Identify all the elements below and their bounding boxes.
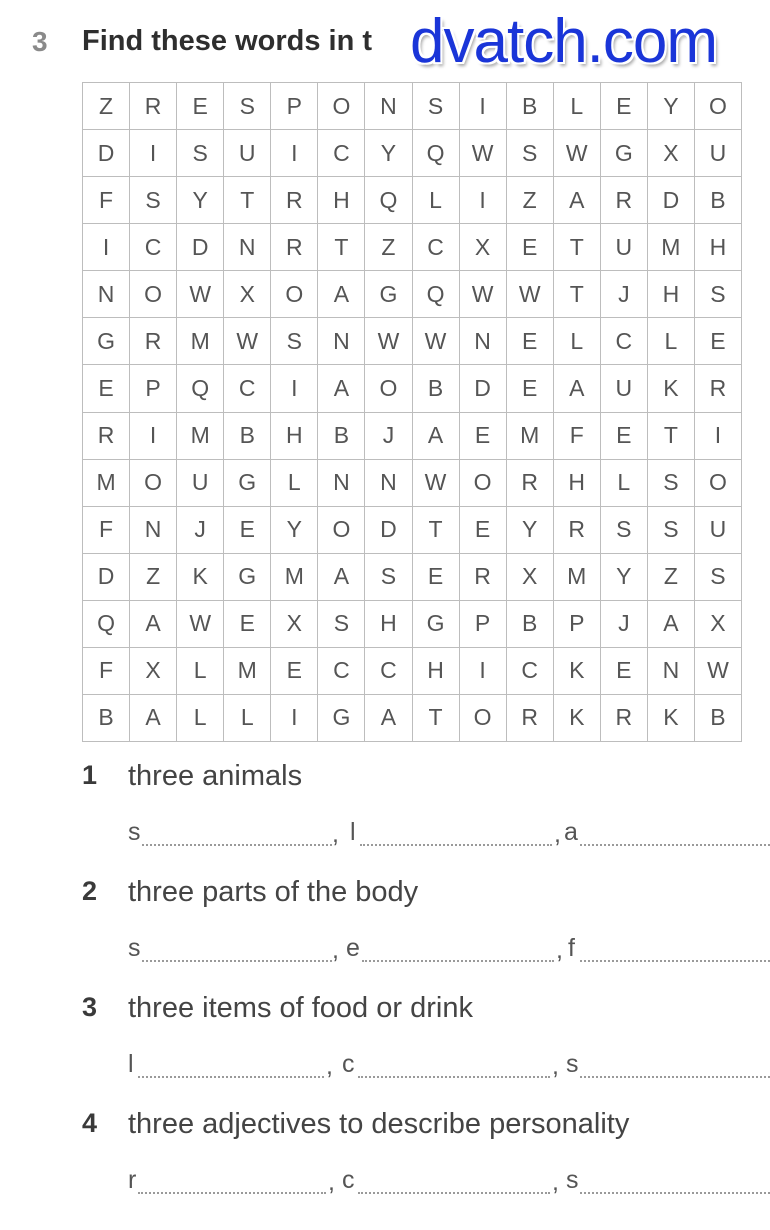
grid-cell[interactable]: I xyxy=(83,224,130,271)
grid-cell[interactable]: M xyxy=(507,413,554,460)
grid-cell[interactable]: M xyxy=(177,413,224,460)
grid-cell[interactable]: Z xyxy=(507,177,554,224)
grid-cell[interactable]: G xyxy=(224,554,271,601)
grid-cell[interactable]: T xyxy=(224,177,271,224)
answer-blanks: l , c , s xyxy=(128,1050,770,1086)
grid-cell[interactable]: M xyxy=(83,460,130,507)
grid-cell[interactable]: E xyxy=(695,318,742,365)
grid-cell[interactable]: O xyxy=(695,460,742,507)
grid-cell[interactable]: D xyxy=(365,507,412,554)
grid-cell[interactable]: U xyxy=(695,507,742,554)
answer-blanks: r , c , s xyxy=(128,1166,770,1202)
grid-cell[interactable]: A xyxy=(365,695,412,742)
grid-cell[interactable]: W xyxy=(695,648,742,695)
grid-cell[interactable]: E xyxy=(460,507,507,554)
grid-cell[interactable]: O xyxy=(695,83,742,130)
grid-cell[interactable]: D xyxy=(177,224,224,271)
grid-cell[interactable]: U xyxy=(224,130,271,177)
grid-cell[interactable]: R xyxy=(271,177,318,224)
grid-cell[interactable]: H xyxy=(271,413,318,460)
grid-cell[interactable]: B xyxy=(83,695,130,742)
hint-letter: s xyxy=(566,1166,579,1194)
grid-cell[interactable]: X xyxy=(130,648,177,695)
grid-cell[interactable]: P xyxy=(271,83,318,130)
grid-cell[interactable]: R xyxy=(271,224,318,271)
grid-cell[interactable]: P xyxy=(554,601,601,648)
grid-cell[interactable]: U xyxy=(601,224,648,271)
grid-cell[interactable]: N xyxy=(318,318,365,365)
grid-cell[interactable]: Z xyxy=(365,224,412,271)
grid-cell[interactable]: Y xyxy=(177,177,224,224)
task-number: 2 xyxy=(82,876,98,906)
grid-cell[interactable]: E xyxy=(224,601,271,648)
hint-letter: c xyxy=(342,1050,355,1078)
grid-cell[interactable]: Y xyxy=(648,83,695,130)
grid-cell[interactable]: C xyxy=(601,318,648,365)
grid-cell[interactable]: A xyxy=(130,601,177,648)
grid-cell[interactable]: S xyxy=(365,554,412,601)
hint-letter: f xyxy=(568,934,575,962)
grid-cell[interactable]: W xyxy=(413,460,460,507)
grid-cell[interactable]: A xyxy=(413,413,460,460)
grid-cell[interactable]: K xyxy=(648,695,695,742)
grid-cell[interactable]: O xyxy=(130,460,177,507)
grid-cell[interactable]: H xyxy=(554,460,601,507)
grid-cell[interactable]: G xyxy=(413,601,460,648)
grid-cell[interactable]: G xyxy=(601,130,648,177)
grid-cell[interactable]: A xyxy=(130,695,177,742)
grid-cell[interactable]: N xyxy=(130,507,177,554)
grid-cell[interactable]: Q xyxy=(177,365,224,412)
grid-cell[interactable]: S xyxy=(224,83,271,130)
grid-cell[interactable]: U xyxy=(601,365,648,412)
grid-cell[interactable]: M xyxy=(648,224,695,271)
grid-cell[interactable]: C xyxy=(130,224,177,271)
grid-cell[interactable]: I xyxy=(460,177,507,224)
grid-cell[interactable]: M xyxy=(271,554,318,601)
grid-cell[interactable]: A xyxy=(318,554,365,601)
grid-cell[interactable]: R xyxy=(83,413,130,460)
grid-cell[interactable]: W xyxy=(224,318,271,365)
grid-cell[interactable]: R xyxy=(130,83,177,130)
task-number: 3 xyxy=(82,992,98,1022)
grid-cell[interactable]: H xyxy=(365,601,412,648)
grid-cell[interactable]: L xyxy=(177,648,224,695)
hint-letter: l xyxy=(128,1050,134,1078)
grid-cell[interactable]: E xyxy=(224,507,271,554)
grid-cell[interactable]: N xyxy=(365,83,412,130)
grid-cell[interactable]: O xyxy=(365,365,412,412)
grid-cell[interactable]: N xyxy=(224,224,271,271)
grid-cell[interactable]: X xyxy=(648,130,695,177)
grid-cell[interactable]: Z xyxy=(648,554,695,601)
grid-cell[interactable]: O xyxy=(460,695,507,742)
grid-cell[interactable]: T xyxy=(318,224,365,271)
grid-cell[interactable]: L xyxy=(648,318,695,365)
grid-cell[interactable]: F xyxy=(83,648,130,695)
grid-cell[interactable]: K xyxy=(177,554,224,601)
grid-cell[interactable]: A xyxy=(318,365,365,412)
grid-cell[interactable]: R xyxy=(554,507,601,554)
exercise-number: 3 xyxy=(32,26,48,57)
task-text: three items of food or drink xyxy=(128,992,473,1024)
grid-cell[interactable]: G xyxy=(224,460,271,507)
grid-cell[interactable]: L xyxy=(413,177,460,224)
grid-cell[interactable]: T xyxy=(648,413,695,460)
grid-cell[interactable]: X xyxy=(507,554,554,601)
grid-cell[interactable]: C xyxy=(318,648,365,695)
grid-cell[interactable]: I xyxy=(130,130,177,177)
exercise-instruction: Find these words in t xyxy=(82,25,373,57)
grid-cell[interactable]: W xyxy=(460,271,507,318)
grid-cell[interactable]: S xyxy=(413,83,460,130)
grid-cell[interactable]: W xyxy=(177,601,224,648)
task-number: 1 xyxy=(82,760,98,790)
grid-cell[interactable]: O xyxy=(318,507,365,554)
grid-cell[interactable]: U xyxy=(177,460,224,507)
grid-cell[interactable]: T xyxy=(413,695,460,742)
grid-cell[interactable]: W xyxy=(365,318,412,365)
grid-cell[interactable]: X xyxy=(271,601,318,648)
grid-cell[interactable]: L xyxy=(224,695,271,742)
grid-cell[interactable]: R xyxy=(130,318,177,365)
grid-cell[interactable]: A xyxy=(554,365,601,412)
grid-cell[interactable]: Q xyxy=(365,177,412,224)
answer-blanks: s , l , a xyxy=(128,818,770,854)
grid-cell[interactable]: P xyxy=(130,365,177,412)
hint-letter: s xyxy=(128,934,141,962)
grid-cell[interactable]: I xyxy=(130,413,177,460)
grid-cell[interactable]: L xyxy=(601,460,648,507)
grid-cell[interactable]: I xyxy=(460,83,507,130)
grid-cell[interactable]: Z xyxy=(130,554,177,601)
grid-cell[interactable]: J xyxy=(177,507,224,554)
grid-cell[interactable]: C xyxy=(318,130,365,177)
grid-cell[interactable]: E xyxy=(601,413,648,460)
grid-cell[interactable]: H xyxy=(648,271,695,318)
grid-cell[interactable]: S xyxy=(648,460,695,507)
grid-cell[interactable]: E xyxy=(460,413,507,460)
grid-cell[interactable]: L xyxy=(554,318,601,365)
grid-cell[interactable]: W xyxy=(177,271,224,318)
grid-cell[interactable]: M xyxy=(177,318,224,365)
grid-cell[interactable]: D xyxy=(83,554,130,601)
task-text: three adjectives to describe personality xyxy=(128,1108,630,1140)
grid-cell[interactable]: I xyxy=(271,695,318,742)
grid-cell[interactable]: I xyxy=(271,365,318,412)
grid-cell[interactable]: H xyxy=(318,177,365,224)
grid-cell[interactable]: G xyxy=(318,695,365,742)
hint-letter: c xyxy=(342,1166,355,1194)
grid-cell[interactable]: E xyxy=(601,648,648,695)
grid-cell[interactable]: A xyxy=(554,177,601,224)
grid-cell[interactable]: C xyxy=(224,365,271,412)
grid-cell[interactable]: M xyxy=(554,554,601,601)
grid-cell[interactable]: N xyxy=(83,271,130,318)
grid-cell[interactable]: C xyxy=(413,224,460,271)
grid-cell[interactable]: E xyxy=(83,365,130,412)
hint-letter: l xyxy=(350,818,356,846)
grid-cell[interactable]: S xyxy=(695,554,742,601)
grid-cell[interactable]: Y xyxy=(365,130,412,177)
hint-letter: a xyxy=(564,818,578,846)
grid-cell[interactable]: X xyxy=(695,601,742,648)
grid-cell[interactable]: Y xyxy=(271,507,318,554)
grid-cell[interactable]: N xyxy=(365,460,412,507)
grid-cell[interactable]: R xyxy=(507,460,554,507)
task-text: three animals xyxy=(128,760,303,792)
grid-cell[interactable]: J xyxy=(601,601,648,648)
grid-cell[interactable]: O xyxy=(460,460,507,507)
grid-cell[interactable]: F xyxy=(554,413,601,460)
grid-cell[interactable]: S xyxy=(271,318,318,365)
grid-cell[interactable]: B xyxy=(413,365,460,412)
grid-cell[interactable]: O xyxy=(318,83,365,130)
grid-cell[interactable]: C xyxy=(365,648,412,695)
task-text: three parts of the body xyxy=(128,876,419,908)
grid-cell[interactable]: T xyxy=(554,271,601,318)
grid-cell[interactable]: Q xyxy=(413,130,460,177)
grid-cell[interactable]: I xyxy=(460,648,507,695)
grid-cell[interactable]: B xyxy=(507,83,554,130)
grid-cell[interactable]: S xyxy=(648,507,695,554)
grid-cell[interactable]: K xyxy=(554,695,601,742)
grid-cell[interactable]: G xyxy=(365,271,412,318)
grid-cell[interactable]: I xyxy=(695,413,742,460)
grid-cell[interactable]: J xyxy=(601,271,648,318)
grid-cell[interactable]: L xyxy=(177,695,224,742)
grid-cell[interactable]: B xyxy=(695,695,742,742)
watermark: dvatch.com xyxy=(410,7,718,76)
answer-blanks: s , e , f xyxy=(128,934,770,970)
grid-cell[interactable]: S xyxy=(130,177,177,224)
grid-cell[interactable]: E xyxy=(413,554,460,601)
grid-cell[interactable]: D xyxy=(460,365,507,412)
grid-cell[interactable]: S xyxy=(601,507,648,554)
grid-cell[interactable]: F xyxy=(83,177,130,224)
grid-cell[interactable]: L xyxy=(271,460,318,507)
hint-letter: r xyxy=(128,1166,137,1194)
grid-cell[interactable]: O xyxy=(271,271,318,318)
grid-cell[interactable]: Q xyxy=(83,601,130,648)
grid-cell[interactable]: H xyxy=(695,224,742,271)
grid-cell[interactable]: A xyxy=(318,271,365,318)
grid-cell[interactable]: T xyxy=(554,224,601,271)
grid-cell[interactable]: A xyxy=(648,601,695,648)
grid-cell[interactable]: R xyxy=(601,695,648,742)
grid-cell[interactable]: S xyxy=(177,130,224,177)
grid-cell[interactable]: B xyxy=(224,413,271,460)
grid-cell[interactable]: R xyxy=(507,695,554,742)
grid-cell[interactable]: C xyxy=(507,648,554,695)
grid-cell[interactable]: W xyxy=(507,271,554,318)
grid-cell[interactable]: B xyxy=(318,413,365,460)
grid-cell[interactable]: E xyxy=(507,365,554,412)
grid-cell[interactable]: W xyxy=(460,130,507,177)
grid-cell[interactable]: M xyxy=(224,648,271,695)
grid-cell[interactable]: B xyxy=(695,177,742,224)
grid-cell[interactable]: W xyxy=(554,130,601,177)
grid-cell[interactable]: E xyxy=(271,648,318,695)
grid-cell[interactable]: K xyxy=(554,648,601,695)
grid-cell[interactable]: W xyxy=(413,318,460,365)
grid-cell[interactable]: X xyxy=(224,271,271,318)
grid-cell[interactable]: I xyxy=(271,130,318,177)
grid-cell[interactable]: Z xyxy=(83,83,130,130)
grid-cell[interactable]: E xyxy=(507,224,554,271)
grid-cell[interactable]: R xyxy=(460,554,507,601)
grid-cell[interactable]: F xyxy=(83,507,130,554)
grid-cell[interactable]: P xyxy=(460,601,507,648)
grid-cell[interactable]: G xyxy=(83,318,130,365)
grid-cell[interactable]: H xyxy=(413,648,460,695)
grid-cell[interactable]: N xyxy=(648,648,695,695)
grid-cell[interactable]: E xyxy=(507,318,554,365)
task-number: 4 xyxy=(82,1108,98,1138)
grid-cell[interactable]: J xyxy=(365,413,412,460)
grid-cell[interactable]: E xyxy=(601,83,648,130)
word-search-grid xyxy=(82,82,742,742)
grid-cell[interactable]: U xyxy=(695,130,742,177)
hint-letter: s xyxy=(128,818,141,846)
grid-cell[interactable]: D xyxy=(83,130,130,177)
grid-cell[interactable]: S xyxy=(318,601,365,648)
grid-cell[interactable]: E xyxy=(177,83,224,130)
grid-cell[interactable]: D xyxy=(648,177,695,224)
grid-cell[interactable]: N xyxy=(460,318,507,365)
hint-letter: e xyxy=(346,934,360,962)
hint-letter: s xyxy=(566,1050,579,1078)
grid-cell[interactable]: Y xyxy=(507,507,554,554)
grid-cell[interactable]: T xyxy=(413,507,460,554)
grid-cell[interactable]: L xyxy=(554,83,601,130)
grid-cell[interactable]: S xyxy=(507,130,554,177)
grid-cell[interactable]: K xyxy=(648,365,695,412)
grid-cell[interactable]: N xyxy=(318,460,365,507)
grid-cell[interactable]: Q xyxy=(413,271,460,318)
grid-cell[interactable]: O xyxy=(130,271,177,318)
grid-cell[interactable]: S xyxy=(695,271,742,318)
grid-cell[interactable]: R xyxy=(695,365,742,412)
grid-cell[interactable]: B xyxy=(507,601,554,648)
grid-cell[interactable]: R xyxy=(601,177,648,224)
grid-cell[interactable]: Y xyxy=(601,554,648,601)
grid-cell[interactable]: X xyxy=(460,224,507,271)
